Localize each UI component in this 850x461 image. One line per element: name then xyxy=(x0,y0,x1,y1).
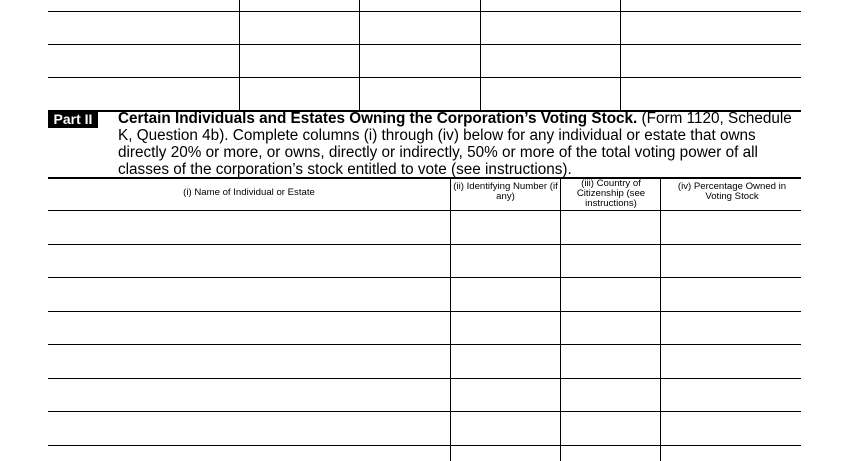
column-header-percentage: (iv) Percentage Owned in Voting Stock xyxy=(677,181,787,202)
part-title: Certain Individuals and Estates Owning the Corporation’s Voting Stock. xyxy=(118,110,638,127)
table-row[interactable] xyxy=(48,344,801,345)
row-divider xyxy=(48,44,801,45)
column-divider xyxy=(620,0,621,110)
column-header-name: (i) Name of Individual or Estate xyxy=(183,187,315,198)
table-row[interactable] xyxy=(48,311,801,312)
table-top-rule xyxy=(48,177,801,179)
column-divider xyxy=(560,178,561,461)
part-instructions xyxy=(118,110,808,178)
table-row[interactable] xyxy=(48,445,801,446)
column-divider xyxy=(450,178,451,461)
row-divider xyxy=(48,11,801,12)
column-header-country: (iii) Country of Citizenship (see instructions) xyxy=(576,178,646,209)
column-divider xyxy=(359,0,360,110)
column-divider xyxy=(239,0,240,110)
table-row[interactable] xyxy=(48,411,801,412)
table-row[interactable] xyxy=(48,378,801,379)
table-row[interactable] xyxy=(48,277,801,278)
part-description: (Form 1120, Schedule K, Question 4b). Complete columns (i) through (iv) below for any individual or estate that owns directly 20% or more, or owns, directly or indirectly, 50% or more of the total voting power of all classes of the corporation’s stock entitled to vote (see instructions). xyxy=(118,110,792,178)
column-divider xyxy=(660,178,661,461)
table-row[interactable] xyxy=(48,210,801,211)
table-row[interactable] xyxy=(48,244,801,245)
part-label: Part II xyxy=(48,111,98,128)
column-header-id: (ii) Identifying Number (if any) xyxy=(453,181,558,202)
column-divider xyxy=(480,0,481,110)
row-divider xyxy=(48,77,801,78)
